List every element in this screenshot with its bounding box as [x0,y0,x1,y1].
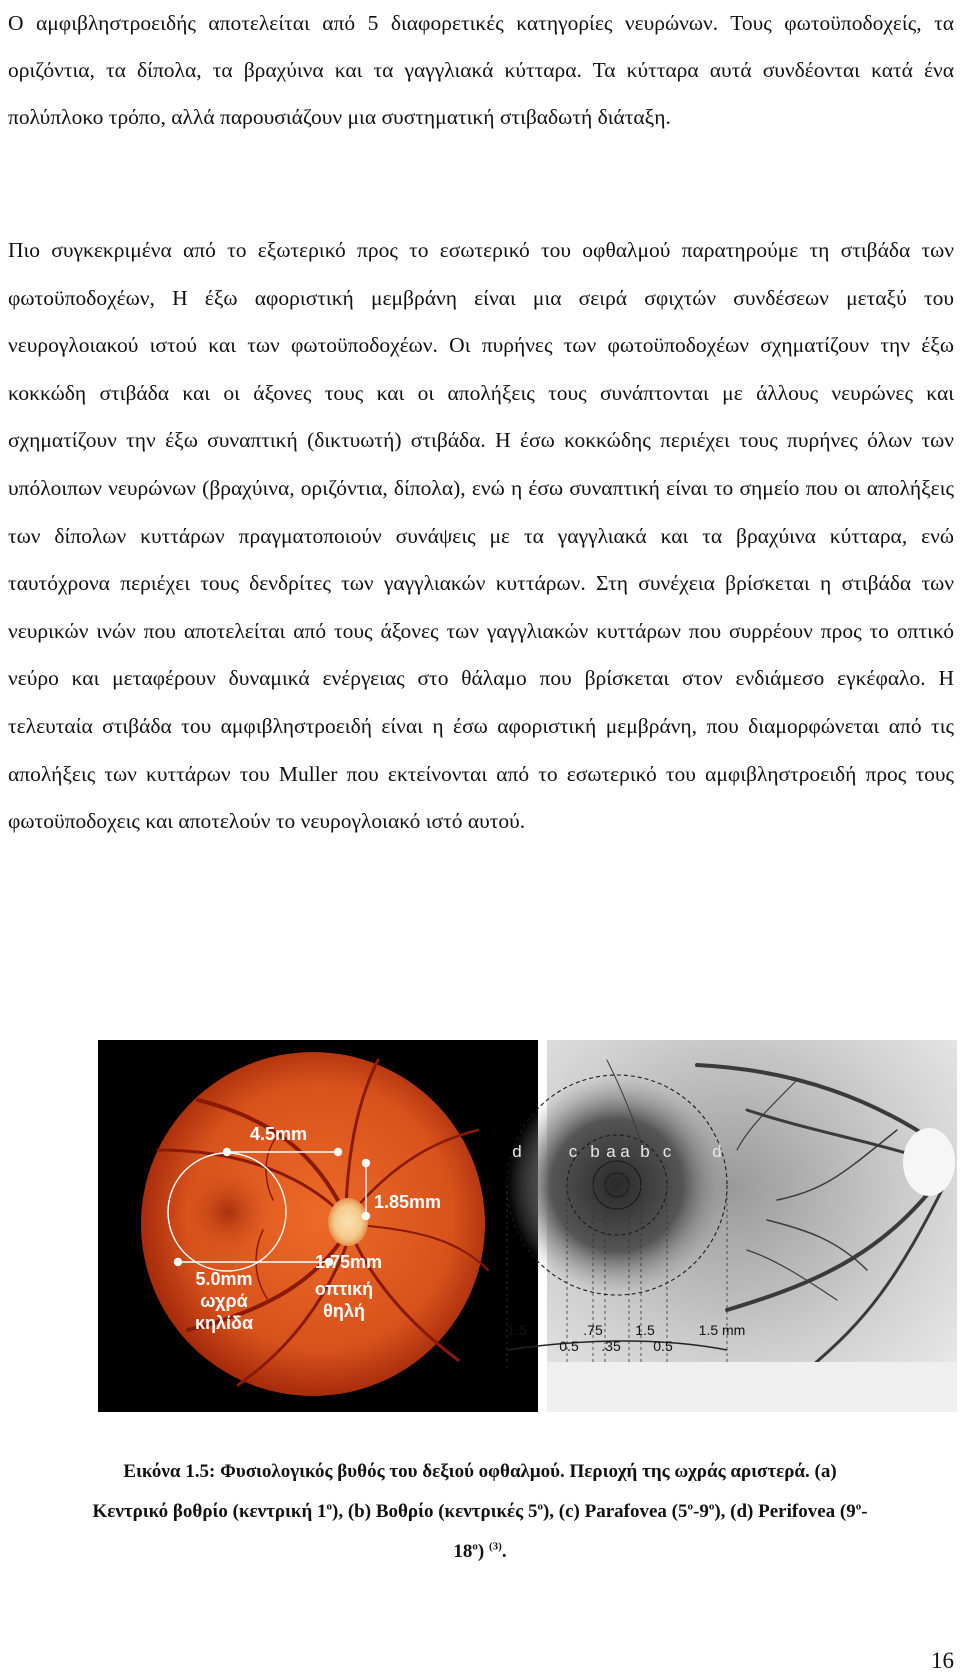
scale-tick-bottom-2: .35 [601,1338,621,1354]
zone-letter-c-left: c [568,1142,578,1161]
paragraph-layers: Πιο συγκεκριμένα από το εξωτερικό προς το εσωτερικό του οφθαλμού παρατηρούμε τη στιβάδα των φωτοϋποδοχέων, Η έξω αφοριστική μεμβράνη είναι μια σειρά σφιχτών συνδέσεων μεταξύ του νευρογλοιακού ιστού και των φωτοϋποδοχέων. Οι πυρήνες των φωτοϋποδοχέων σχηματίζουν την έξω κοκκώδη στιβάδα και οι άξονες τους και οι απολήξεις τους συνάπτονται με άλλους νευρώνες και σχηματίζουν την έξω συναπτική (δικτυωτή) στιβάδα. Η έσω κοκκώδης περιέχει τους πυρήνες όλων των υπόλοιπων νευρώνων (βραχύινα, οριζόντια, δίπολα), ενώ η έσω συναπτική είναι το σημείο που οι απολήξεις των δίπολων κυττάρων πραγματοποιούν συνάψεις με τα γαγγλιακά και τα βραχύινα κύτταρα, ενώ ταυτόχρονα περιέχει τους δενδρίτες των γαγγλιακών κυττάρων. Στη συνέχεια βρίσκεται η στιβάδα των νευρικών ινών που αποτελείται από τους άξονες των γαγγλιακών κυττάρων που συρρέουν προς το οπτικό νεύρο και μεταφέρουν δυναμικά ενέργειας στο θάλαμο που βρίσκεται στον ενδιάμεσο εγκέφαλο. Η τελευταία στιβάδα του αμφιβληστροειδή είναι η έσω αφοριστική μεμβράνη, που διαμορφώνεται από τις απολήξεις των κυττάρων του Muller που εκτείνονται από το εσωτερικό του αμφιβληστροειδή προς τους φωτοϋποδοχεις και αποτελούν το νευρογλοιακό ιστό αυτού. [8,238,954,834]
degree-sup: o [472,1540,478,1553]
caption-text: 18 [453,1541,473,1562]
scale-tick-top-3: 1.5 [635,1322,655,1338]
scale-tick-bottom-3: 0.5 [653,1338,673,1354]
caption-text: Κεντρικό βοθρίο (κεντρική 1 [92,1501,327,1522]
macula-name-line2: κηλίδα [194,1313,254,1333]
fundus-photo-graphic [98,1040,538,1412]
page-number: 16 [931,1648,954,1673]
optic-disc-line2: θηλή [323,1301,365,1321]
scale-tick-top-1: 1.5 [507,1322,527,1338]
zone-letter-a-left: a [606,1142,616,1161]
optic-disc-line1: οπτική [314,1279,374,1299]
zone-letter-d-left: d [512,1142,522,1161]
paragraph-intro: Ο αμφιβληστροειδής αποτελείται από 5 διαφορετικές κατηγορίες νευρώνων. Τους φωτοϋποδοχείς, τα οριζόντια, τα δίπολα, τα βραχύινα και τα γαγγλιακά κύτταρα. Τα κύτταρα αυτά συνδέονται κατά ένα πολύπλοκο τρόπο, αλλά παρουσιάζουν μια συστηματική στιβαδωτή διάταξη. [8,11,954,129]
zone-letter-d-right: d [712,1142,722,1161]
caption-line-2 [0,1492,960,1532]
scale-tick-top-4: 1.5 mm [698,1322,746,1338]
degree-sup: o [326,1500,333,1513]
caption-line-3 [0,1532,960,1572]
caption-text: - [861,1501,868,1522]
degree-sup: o [708,1500,715,1513]
caption-text: ) [477,1541,485,1562]
fovea-zones-figure [507,1040,957,1412]
degree-sup: o [537,1500,543,1513]
macula-name-line1: ωχρά [200,1291,248,1311]
caption-text: . [501,1541,507,1562]
scale-tick-top-2: .75 [583,1322,603,1338]
optic-disc-label [304,1278,384,1322]
macula-dim-label: 5.0mm [195,1269,253,1289]
fovea-zones-graphic [547,1040,957,1412]
degree-sup: o [687,1500,693,1513]
reference-sup: (3) [489,1540,502,1553]
caption-text: ), (d) Perifovea (9 [714,1501,856,1522]
dim-label-disc: 1.75mm [315,1252,383,1272]
figure-caption [0,1452,960,1572]
macula-label [184,1268,264,1334]
dim-label-horizontal: 4.5mm [250,1124,308,1144]
caption-text: ), (c) Parafovea (5 [542,1501,688,1522]
scale-tick-bottom-1: 0.5 [559,1338,579,1354]
degree-sup: o [855,1500,862,1513]
zone-letter-c-right: c [662,1142,672,1161]
caption-text: ), (b) Βοθρίο (κεντρικές 5 [332,1501,538,1522]
zone-letter-a-right: a [620,1142,630,1161]
zone-letter-b-left: b [590,1142,600,1161]
fundus-photo-figure [98,1040,538,1412]
caption-line-1: Εικόνα 1.5: Φυσιολογικός βυθός του δεξιού οφθαλμού. Περιοχή της ωχράς αριστερά. (a) [123,1461,837,1482]
dim-label-vertical: 1.85mm [374,1192,442,1212]
caption-text: -9 [693,1501,709,1522]
zone-letter-b-right: b [640,1142,650,1161]
